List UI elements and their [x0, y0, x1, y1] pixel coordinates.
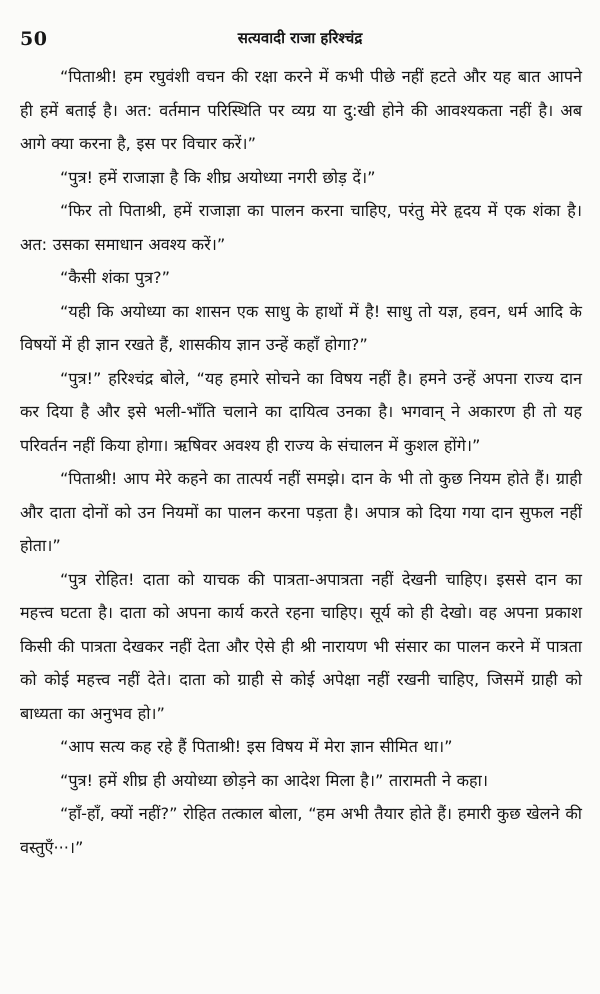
paragraph: “हाँ-हाँ, क्यों नहीं?” रोहित तत्काल बोला, “हम अभी तैयार होते हैं। हमारी कुछ खेलने की वस्तुएँ···।”	[20, 804, 582, 857]
running-title: सत्यवादी राजा हरिश्चंद्र	[237, 29, 363, 47]
paragraph: “पुत्र रोहित! दाता को याचक की पात्रता-अपात्रता नहीं देखनी चाहिए। इससे दान का महत्त्व घटता है। दाता को अपना कार्य करते रहना चाहिए। सूर्य को ही देखो। वह अपना प्रकाश किसी की पात्रता देखकर नहीं देता और ऐसे ही श्री नारायण भी संसार का पालन करने में पात्रता को कोई महत्त्व नहीं देते। दाता को ग्राही से कोई अपेक्षा नहीं रखनी चाहिए, जिसमें ग्राही को बाध्यता का अनुभव हो।”	[20, 569, 582, 723]
paragraph: “पुत्र! हमें राजाज्ञा है कि शीघ्र अयोध्या नगरी छोड़ दें।”	[60, 167, 376, 187]
page-number: 50	[20, 28, 48, 50]
paragraph: “फिर तो पिताश्री, हमें राजाज्ञा का पालन करना चाहिए, परंतु मेरे हृदय में एक शंका है। अत: उसका समाधान अवश्य करें।”	[20, 201, 582, 254]
paragraph: “कैसी शंका पुत्र?”	[60, 268, 170, 287]
paragraph: “पुत्र! हमें शीघ्र ही अयोध्या छोड़ने का आदेश मिला है।” तारामती ने कहा।	[60, 770, 488, 790]
paragraph: “पिताश्री! आप मेरे कहने का तात्पर्य नहीं समझे। दान के भी तो कुछ नियम होते हैं। ग्राही और दाता दोनों को उन नियमों का पालन करना पड़ता है। अपात्र को दिया गया दान सुफल नहीं होता।”	[20, 469, 582, 555]
paragraph: “आप सत्य कह रहे हैं पिताश्री! इस विषय में मेरा ज्ञान सीमित था।”	[60, 737, 453, 756]
paragraph: “यही कि अयोध्या का शासन एक साधु के हाथों में है! साधु तो यज्ञ, हवन, धर्म आदि के विषयों में ही ज्ञान रखते हैं, शासकीय ज्ञान उन्हें कहाँ होगा?”	[20, 301, 582, 354]
page-header	[20, 28, 580, 58]
body-text	[20, 60, 582, 864]
paragraph: “पुत्र!” हरिश्चंद्र बोले, “यह हमारे सोचने का विषय नहीं है। हमने उन्हें अपना राज्य दान कर दिया है और इसे भली-भाँति चलाने का दायित्व उनका है। भगवान् ने अकारण ही तो यह परिवर्तन नहीं किया होगा। ऋषिवर अवश्य ही राज्य के संचालन में कुशल होंगे।”	[20, 368, 582, 455]
paragraph: “पिताश्री! हम रघुवंशी वचन की रक्षा करने में कभी पीछे नहीं हटते और यह बात आपने ही हमें बताई है। अत: वर्तमान परिस्थिति पर व्यग्र या दु:खी होने की आवश्यकता नहीं है। अब आगे क्या करना है, इस पर विचार करें।”	[20, 67, 582, 153]
